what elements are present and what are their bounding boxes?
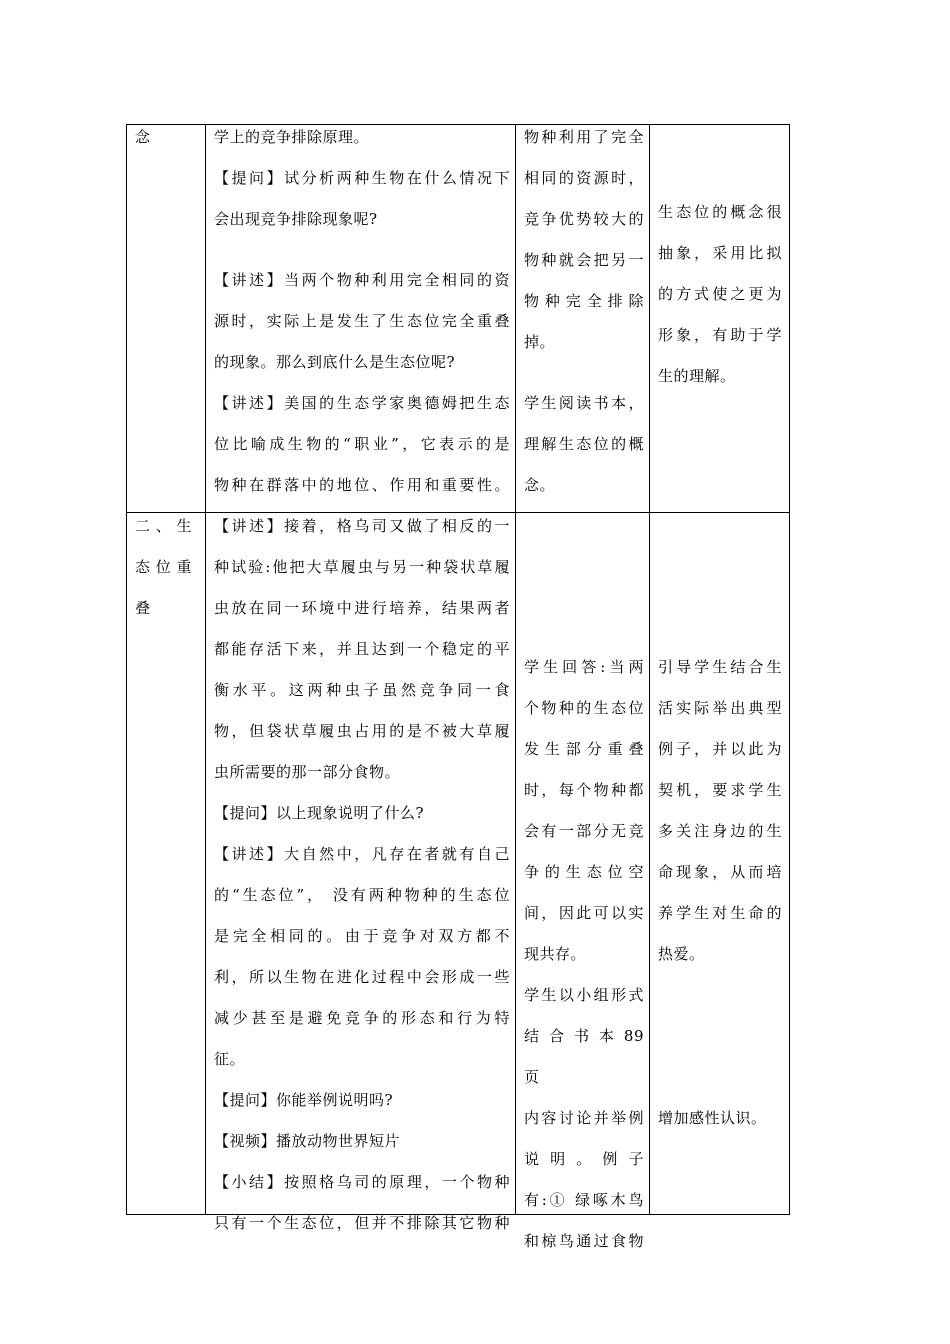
- activity-line: 减少甚至是避免竞争的形态和行为特: [214, 1009, 510, 1027]
- student-line: 物 种 完 全 排 除: [524, 292, 644, 310]
- design-line: 抽象，采用比拟: [658, 244, 782, 262]
- student-line: 说 明 。 例 子: [524, 1150, 644, 1168]
- activity-line: 【小结】按照格乌司的原理，一个物种: [214, 1173, 510, 1191]
- activity-line: 【讲述】当两个物种利用完全相同的资: [214, 271, 510, 289]
- activity-line: 【提问】试分析两种生物在什么情况下: [214, 169, 510, 187]
- section-label: 叠: [135, 599, 151, 617]
- student-line: 内容讨论并举例: [524, 1109, 644, 1127]
- activity-line: 是完全相同的。由于竞争对双方都不: [214, 927, 510, 945]
- activity-line: 虫放在同一环境中进行培养，结果两者: [214, 599, 510, 617]
- activity-line: 只有一个生态位，但并不排除其它物种: [214, 1214, 510, 1232]
- teaching-activity-cell: [214, 506, 510, 1244]
- activity-line: 位比喻成生物的“职业”，它表示的是: [214, 435, 510, 453]
- activity-line: 物种在群落中的地位、作用和重要性。: [214, 476, 510, 494]
- activity-line: 物，但袋状草履虫占用的是不被大草履: [214, 722, 510, 740]
- spacer: [658, 975, 782, 1098]
- activity-line: 【视频】播放动物世界短片: [214, 1132, 401, 1150]
- activity-line: 【提问】你能举例说明吗?: [214, 1091, 394, 1109]
- activity-line: 的现象。那么到底什么是生态位呢?: [214, 353, 456, 371]
- activity-line: 征。: [214, 1050, 246, 1068]
- student-line: 学生阅读书本，: [524, 394, 644, 412]
- student-activity-cell: [524, 117, 644, 506]
- design-line: 生态位的概念很: [658, 203, 782, 221]
- activity-line: 虫所需要的那一部分食物。: [214, 763, 401, 781]
- activity-line: 种试验:他把大草履虫与另一种袋状草履: [214, 558, 510, 576]
- spacer: [214, 240, 510, 260]
- section-cell: [135, 117, 197, 158]
- student-line: 相同的资源时，: [524, 169, 644, 187]
- student-line: 个物种的生态位: [524, 699, 644, 717]
- design-line: 增加感性认识。: [658, 1109, 767, 1127]
- activity-line: 【讲述】接着，格乌司又做了相反的一: [214, 517, 510, 535]
- design-intent-cell: [658, 647, 782, 1139]
- column-divider: [205, 124, 206, 1215]
- spacer: [524, 363, 644, 383]
- student-line: 理解生态位的概: [524, 435, 644, 453]
- design-line: 命现象，从而培: [658, 863, 782, 881]
- student-line: 发 生 部 分 重 叠: [524, 740, 644, 758]
- column-divider: [649, 124, 650, 1215]
- activity-line: 学上的竞争排除原理。: [214, 128, 370, 146]
- design-line: 生的理解。: [658, 367, 736, 385]
- design-line: 形象，有助于学: [658, 326, 782, 344]
- activity-line: 的“生态位”， 没有两种物种的生态位: [214, 886, 510, 904]
- student-line: 物种就会把另一: [524, 251, 644, 269]
- student-line: 物种利用了完全: [524, 128, 644, 146]
- design-line: 契机，要求学生: [658, 781, 782, 799]
- design-intent-cell: [658, 192, 782, 397]
- design-line: 例子，并以此为: [658, 740, 782, 758]
- table-border-left: [126, 124, 127, 1215]
- section-label: 态 位 重: [135, 558, 193, 576]
- activity-line: 都能存活下来，并且达到一个稳定的平: [214, 640, 510, 658]
- design-line: 多关注身边的生: [658, 822, 782, 840]
- activity-line: 利，所以生物在进化过程中会形成一些: [214, 968, 510, 986]
- student-line: 学生回答:当两: [524, 658, 644, 676]
- activity-line: 衡水平。这两种虫子虽然竞争同一食: [214, 681, 510, 699]
- design-line: 的方式使之更为: [658, 285, 782, 303]
- section-cell: [135, 506, 197, 629]
- student-line: 现共存。: [524, 945, 587, 963]
- design-line: 引导学生结合生: [658, 658, 782, 676]
- activity-line: 源时，实际上是发生了生态位完全重叠: [214, 312, 510, 330]
- design-line: 养学生对生命的: [658, 904, 782, 922]
- activity-line: 【提问】以上现象说明了什么?: [214, 804, 425, 822]
- teaching-activity-cell: [214, 117, 510, 506]
- student-line: 和椋鸟通过食物: [524, 1232, 644, 1250]
- activity-line: 【讲述】大自然中，凡存在者就有自己: [214, 845, 510, 863]
- student-activity-cell: [524, 647, 644, 1262]
- design-line: 热爱。: [658, 945, 705, 963]
- student-line: 掉。: [524, 333, 556, 351]
- section-label: 念: [135, 128, 151, 146]
- student-line: 间，因此可以实: [524, 904, 644, 922]
- student-line: 时，每个物种都: [524, 781, 644, 799]
- column-divider: [515, 124, 516, 1215]
- student-line: 学生以小组形式: [524, 986, 644, 1004]
- student-line: 竞争优势较大的: [524, 210, 644, 228]
- design-line: 活实际举出典型: [658, 699, 782, 717]
- student-line: 结 合 书 本 89 页: [524, 1027, 644, 1086]
- student-line: 争 的 生 态 位 空: [524, 863, 644, 881]
- activity-line: 【讲述】美国的生态学家奥德姆把生态: [214, 394, 510, 412]
- table-border-right: [789, 124, 790, 1215]
- section-label: 二 、 生: [135, 517, 193, 535]
- student-line: 有:① 绿啄木鸟: [524, 1191, 644, 1209]
- student-line: 会有一部分无竞: [524, 822, 644, 840]
- student-line: 念。: [524, 476, 556, 494]
- activity-line: 会出现竞争排除现象呢?: [214, 210, 378, 228]
